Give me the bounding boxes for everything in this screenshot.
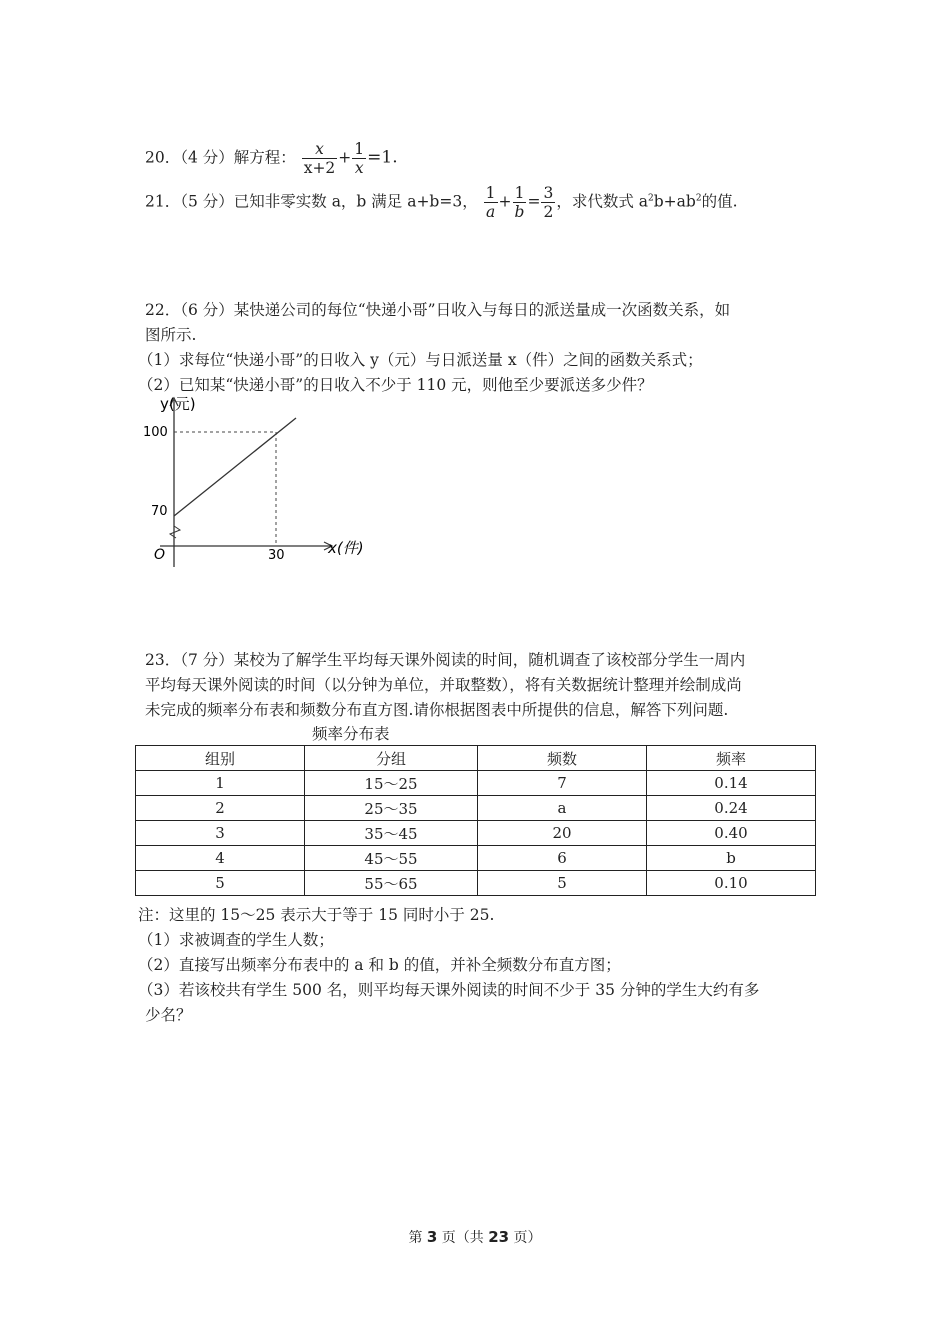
q23-part-1: （1）求被调查的学生人数； [138,931,334,949]
q23-line-2: 平均每天课外阅读的时间（以分钟为单位，并取整数），将有关数据统计整理并绘制成尚 [145,676,742,694]
q22-part-1: （1）求每位“快递小哥”的日收入 y（元）与日派送量 x（件）之间的函数关系式； [138,351,703,369]
y-tick-70: 70 [151,504,168,519]
origin-label: O [154,547,166,563]
table-cell: 0.10 [647,871,816,896]
table-row [136,796,816,821]
table-header-row [136,746,816,771]
table-cell: 15～25 [305,771,478,796]
y-tick-100: 100 [143,425,168,440]
axis-break-mark [170,526,180,538]
q20-prefix: 20．（4 分）解方程： [145,148,296,167]
table-cell: 5 [478,871,647,896]
total-pages: 23 [488,1228,510,1246]
x-axis-label: x(件) [328,539,364,557]
q20-fraction-1: $\frac{x}{x+2}$ [303,140,336,177]
table-cell: 25～35 [305,796,478,821]
x-tick-30: 30 [268,548,285,563]
table-header: 组别 [136,746,305,771]
q23-part-3-cont: 少名？ [145,1006,192,1024]
question-20: 20．（4 分）解方程： $\frac{x}{x+2}$ + $\frac{1}{x}$ =1. [145,140,398,177]
function-line [174,418,296,516]
q22-part-2: （2）已知某“快递小哥”的日收入不少于 110 元，则他至少要派送多少件？ [138,376,653,394]
table-cell: 2 [136,796,305,821]
q23-part-3: （3）若该校共有学生 500 名，则平均每天课外阅读的时间不少于 35 分钟的学生大约有多 [138,981,760,999]
current-page: 3 [426,1228,438,1246]
question-21: 21．（5 分）已知非零实数 a，b 满足 a+b=3， $\frac{1}{a}$ + $\frac{1}{b}$ = $\frac{3}{2}$ ，求代数式 $a^2b+ab^2$的值. [145,184,738,221]
q21-fraction-2: $\frac{1}{b}$ [514,184,525,221]
table-header: 分组 [305,746,478,771]
table-cell: 45～55 [305,846,478,871]
table-cell: 20 [478,821,647,846]
y-axis-label: y(元) [160,395,196,413]
q23-line-3: 未完成的频率分布表和频数分布直方图.请你根据图表中所提供的信息，解答下列问题. [145,701,729,719]
table-cell: 6 [478,846,647,871]
table-cell: 7 [478,771,647,796]
table-cell: 4 [136,846,305,871]
q20-fraction-2: $\frac{1}{x}$ [354,140,365,177]
page-footer: 第 3 页（共 23 页） [408,1228,542,1246]
table-cell: 55～65 [305,871,478,896]
table-cell: 0.14 [647,771,816,796]
table-cell: 0.40 [647,821,816,846]
table-row [136,846,816,871]
q23-part-2: （2）直接写出频率分布表中的 a 和 b 的值，并补全频数分布直方图； [138,956,621,974]
table-row [136,771,816,796]
table-cell: 1 [136,771,305,796]
table-note: 注：这里的 15～25 表示大于等于 15 同时小于 25. [138,906,495,924]
table-cell: a [478,796,647,821]
linear-function-graph [140,392,390,572]
table-header: 频率 [647,746,816,771]
q21-fraction-3: $\frac{3}{2}$ [543,184,554,221]
table-cell: b [647,846,816,871]
table-cell: 3 [136,821,305,846]
table-cell: 35～45 [305,821,478,846]
q22-line-1: 22．（6 分）某快递公司的每位“快递小哥”日收入与每日的派送量成一次函数关系，如 [145,301,731,319]
table-header: 频数 [478,746,647,771]
table-cell: 0.24 [647,796,816,821]
q22-line-2: 图所示. [145,326,197,344]
q21-fraction-1: $\frac{1}{a}$ [485,184,496,221]
q23-line-1: 23．（7 分）某校为了解学生平均每天课外阅读的时间，随机调查了该校部分学生一周内 [145,651,746,669]
table-cell: 5 [136,871,305,896]
frequency-table [135,745,816,896]
table-row [136,871,816,896]
table-caption: 频率分布表 [312,725,390,743]
table-row [136,821,816,846]
